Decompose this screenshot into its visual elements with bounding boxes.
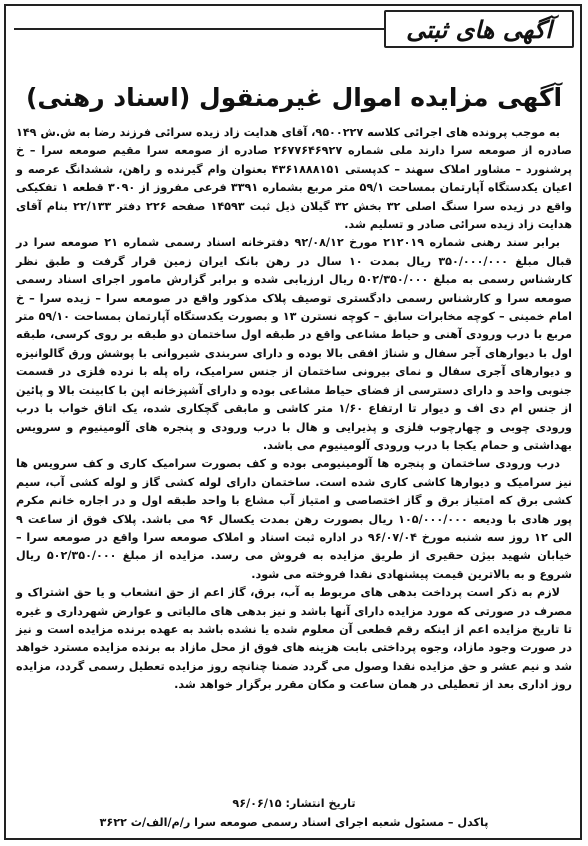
section-banner-title: آگهی های ثبتی xyxy=(406,14,552,44)
notice-paragraph: لازم به ذکر است پرداخت بدهی های مربوط به آب، برق، گاز اعم از حق انشعاب و یا حق اشتراک و مصرف در صورتی که مورد مزایده دارای آنها باشد و نیز بدهی های مالیاتی و عوارض شهرداری و غیره تا تاریخ مزایده اعم از اینکه رقم قطعی آن معلوم شده یا نشده باشد به عهده برنده مزایده است و نیز در صورت وجود مازاد، وجوه پرداختی بابت هزینه های فوق از محل مازاد به برنده مزایده مسترد خواهد شد و نیم عشر و حق مزایده نقدا وصول می گردد ضمنا چنانچه روز مزایده تعطیل رسمی گردد، مزایده روز اداری بعد از تعطیلی در همان ساعت و مکان مقرر برگزار خواهد شد. xyxy=(16,586,572,692)
notice-body xyxy=(16,124,572,695)
section-banner xyxy=(384,10,574,48)
notice-title: آگهی مزایده اموال غیرمنقول (اسناد رهنی) xyxy=(25,83,563,112)
notice-paragraph: برابر سند رهنی شماره ۲۱۲۰۱۹ مورخ ۹۲/۰۸/۱۲ دفترخانه اسناد رسمی شماره ۲۱ صومعه سرا در قبال مبلغ ۳۵۰/۰۰۰/۰۰۰ ریال بمدت ۱۰ سال در رهن بانک ایران زمین قرار گرفت و طبق نظر کارشناس رسمی به مبلغ ۵۰۲/۳۵۰/۰۰۰ ریال ارزیابی شده و برابر گزارش مامور اجرای اسناد رسمی صومعه سرا و کارشناس رسمی دادگستری توصیف پلاک مذکور واقع در صومعه سرا – زیده سرا – خ امام خمینی – کوچه مخابرات سابق – کوچه نسترن ۱۳ و بصورت یکدستگاه آپارتمان بمساحت ۵۹/۱۰ متر مربع با درب ورودی آهنی و حیاط مشاعی واقع در طبقه اول ساختمان دو طبقه بر روی کرسی، طبقه اول با دیوارهای آجر سفال و شناژ افقی بالا بوده و دارای سربندی شیروانی با پوشش ورق گالوانیزه و دیوارهای آجری سفال و نمای بیرونی ساختمان از جنس سرامیک، راه پله با نرده فلزی در قسمت جنوبی واحد و دارای دسترسی از فضای حیاط مشاعی بوده و دارای آشپزخانه اپن با کابینت بالا و پائین از جنس ام دی اف و دیوار تا ارتفاع ۱/۶۰ متر کاشی و مابقی گچکاری شده، یک اتاق خواب با درب ورودی چوبی و چهارچوب فلزی و پذیرایی و هال با درب ورودی و پنجره های آلومینیوم و سرویس بهداشتی و حمام یکجا با درب ورودی آلومینیوم می باشد. xyxy=(16,236,572,452)
notice-paragraph: به موجب پرونده های اجرائی کلاسه ۹۵۰۰۲۲۷، آقای هدایت زاد زیده سرائی فرزند رضا به ش.ش ۱۴۹ صادره از صومعه سرا دارند ملی شماره ۲۶۷۷۶۴۶۹۲۷ صادره از صومعه سرا مقیم صومعه سرا – خ پرشنورد – مشاور املاک سهند – کدپستی ۴۳۶۱۸۸۸۱۵۱ بعنوان وام گیرنده و راهن، ششدانگ عرصه و اعیان یکدستگاه آپارتمان بمساحت ۵۹/۱ متر مربع بشماره ۳۳۹۱ فرعی مفروز از ۳۰۹۰ قطعه ۱ تفکیکی واقع در زیده سرا سنگ اصلی ۳۲ بخش ۳۲ گیلان ذیل ثبت ۱۴۵۹۳ صفحه ۲۲۶ دفتر ۲۲/۱۳۳ بنام آقای هدایت زاد زیده سرائی صادر و تسلیم شد. xyxy=(15,126,573,232)
signature-line: پاکدل – مسئول شعبه اجرای اسناد رسمی صومعه سرا ر/م/الف/ث ۳۶۲۲ xyxy=(99,816,489,829)
notice-footer xyxy=(16,794,572,832)
section-banner-rule xyxy=(14,28,384,30)
notice-paragraph: درب ورودی ساختمان و پنجره ها آلومینیومی بوده و کف بصورت سرامیک کاری و کف سرویس ها نیز سرامیک و دیوارها کاشی کاری شده است. ساختمان دارای لوله کشی گاز و لوله کشی آب، سیم کشی برق که امتیاز برق و گاز اختصاصی و امتیاز آب مشاع با واحد طبقه اول و در اجاره خانم مکرم پور هادی با ودیعه ۱۰۵/۰۰۰/۰۰۰ ریال بصورت رهن بمدت یکسال ۹۶ می باشد. پلاک فوق از ساعت ۹ الی ۱۲ روز سه شنبه مورخ ۹۶/۰۷/۰۴ در اداره ثبت اسناد و املاک صومعه سرا واقع در صومعه سرا – خیابان شهید بیژن حقیری از طریق مزایده به فروش می رسد. مزایده از مبلغ ۵۰۲/۳۵۰/۰۰۰ ریال شروع و به بالاترین قیمت پیشنهادی نقدا فروخته می شود. xyxy=(16,457,573,581)
publish-date: تاریخ انتشار: ۹۶/۰۶/۱۵ xyxy=(232,797,356,810)
